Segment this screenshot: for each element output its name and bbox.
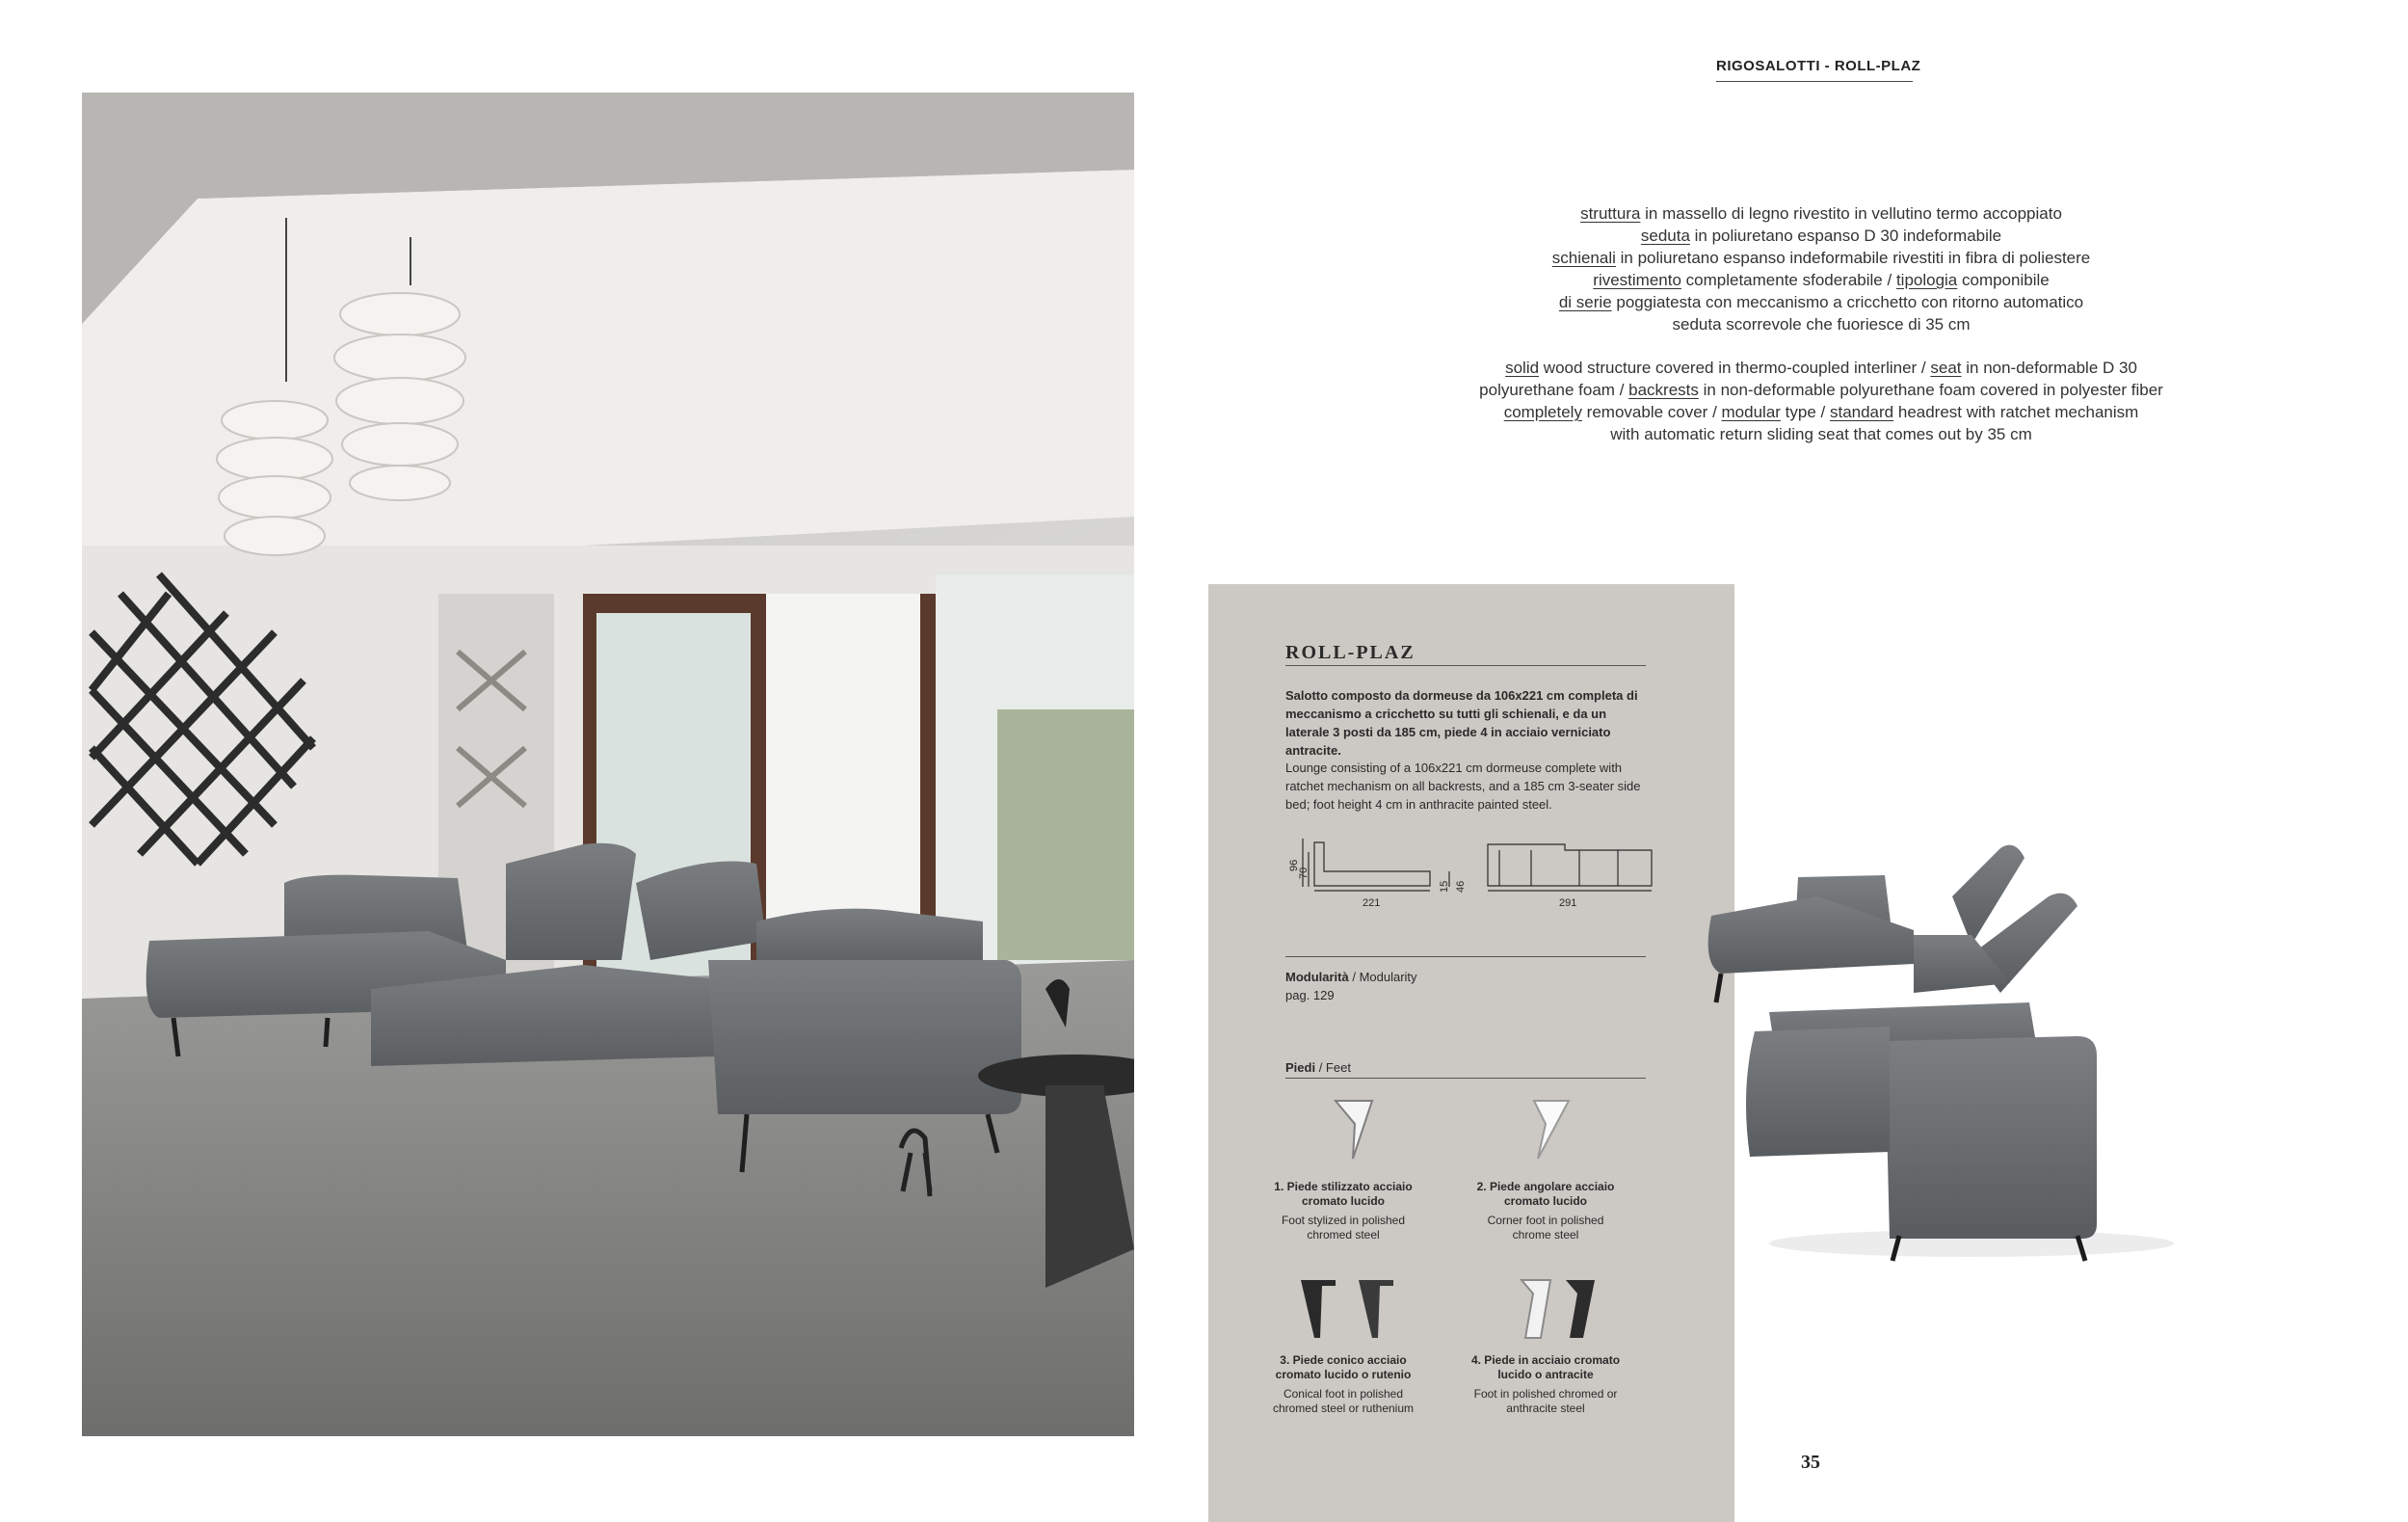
card-title-rule [1285,665,1646,666]
card-title: ROLL-PLAZ [1285,642,1416,663]
intro-en-line: solid wood structure covered in thermo-coupled interliner / seat in non-deformable D 30 [1505,359,2137,377]
dim-width-221: 221 [1363,897,1381,909]
dim-width-291: 291 [1559,897,1577,909]
foot-4-caption: 4. Piede in acciaio cromato lucido o antracite Foot in polished chromed or anthracite steel [1470,1353,1621,1415]
feet-rule [1285,1078,1646,1079]
intro-it-line: di serie poggiatesta con meccanismo a cricchetto con ritorno automatico [1558,293,2084,311]
dim-height-70: 70 [1298,867,1310,879]
intro-it-line: seduta in poliuretano espanso D 30 indeformabile [1640,227,2002,245]
intro-it-line: rivestimento completamente sfoderabile / tipologia componibile [1593,271,2050,289]
intro-en-line: polyurethane foam / backrests in non-deformable polyurethane foam covered in polyester fiber [1479,381,2163,399]
intro-it-line: struttura in massello di legno rivestito in vellutino termo accoppiato [1580,204,2062,223]
foot-conical-icon [1297,1274,1451,1347]
header-title: RIGOSALOTTI - ROLL-PLAZ [1716,58,1921,74]
page-number: 35 [1801,1452,1820,1473]
foot-3-caption: 3. Piede conico acciaio cromato lucido o rutenio Conical foot in polished chromed steel or ruthenium [1272,1353,1415,1415]
intro-it-line: seduta scorrevole che fuoriesce di 35 cm [1672,315,1971,334]
foot-2-caption: 2. Piede angolare acciaio cromato lucido Corner foot in polished chrome steel [1476,1180,1615,1242]
description-en: Lounge consisting of a 106x221 cm dormeuse complete with ratchet mechanism on all backrests, and a 185 cm 3-seater side bed; foot height 4 cm in anthracite painted steel. [1285,761,1641,812]
dim-height-46: 46 [1455,880,1467,893]
intro-en-line: with automatic return sliding seat that comes out by 35 cm [1610,425,2032,443]
foot-1-caption: 1. Piede stilizzato acciaio cromato lucido Foot stylized in polished chromed steel [1274,1180,1413,1242]
page-header [1716,58,1921,83]
spec-card [1208,584,1734,1522]
intro-text [1426,202,2216,445]
foot-corner-icon [1526,1095,1574,1167]
feet-label: Piedi / Feet [1285,1060,1351,1075]
modularity-rule [1285,956,1646,957]
dim-height-96: 96 [1288,859,1300,871]
sofa-product-image [1682,839,2183,1263]
foot-steel-icon [1512,1274,1627,1347]
intro-en-line: completely removable cover / modular type / standard headrest with ratchet mechanism [1503,403,2139,421]
intro-it-line: schienali in poliuretano espanso indeformabile rivestiti in fibra di poliestere [1551,249,2091,267]
modularity-page: pag. 129 [1285,988,1335,1002]
header-rule [1716,81,1913,82]
dimension-drawings [1285,833,1671,914]
dim-height-15: 15 [1439,880,1450,893]
foot-stylized-icon [1332,1095,1380,1167]
interior-photo [82,93,1134,1436]
modularity-label: Modularità / Modularity [1285,970,1417,984]
description-it: Salotto composto da dormeuse da 106x221 cm completa di meccanismo a cricchetto su tutti gli schienali, e da un laterale 3 posti da 185 cm, piede 4 in acciaio verniciato antracite. [1285,688,1638,758]
